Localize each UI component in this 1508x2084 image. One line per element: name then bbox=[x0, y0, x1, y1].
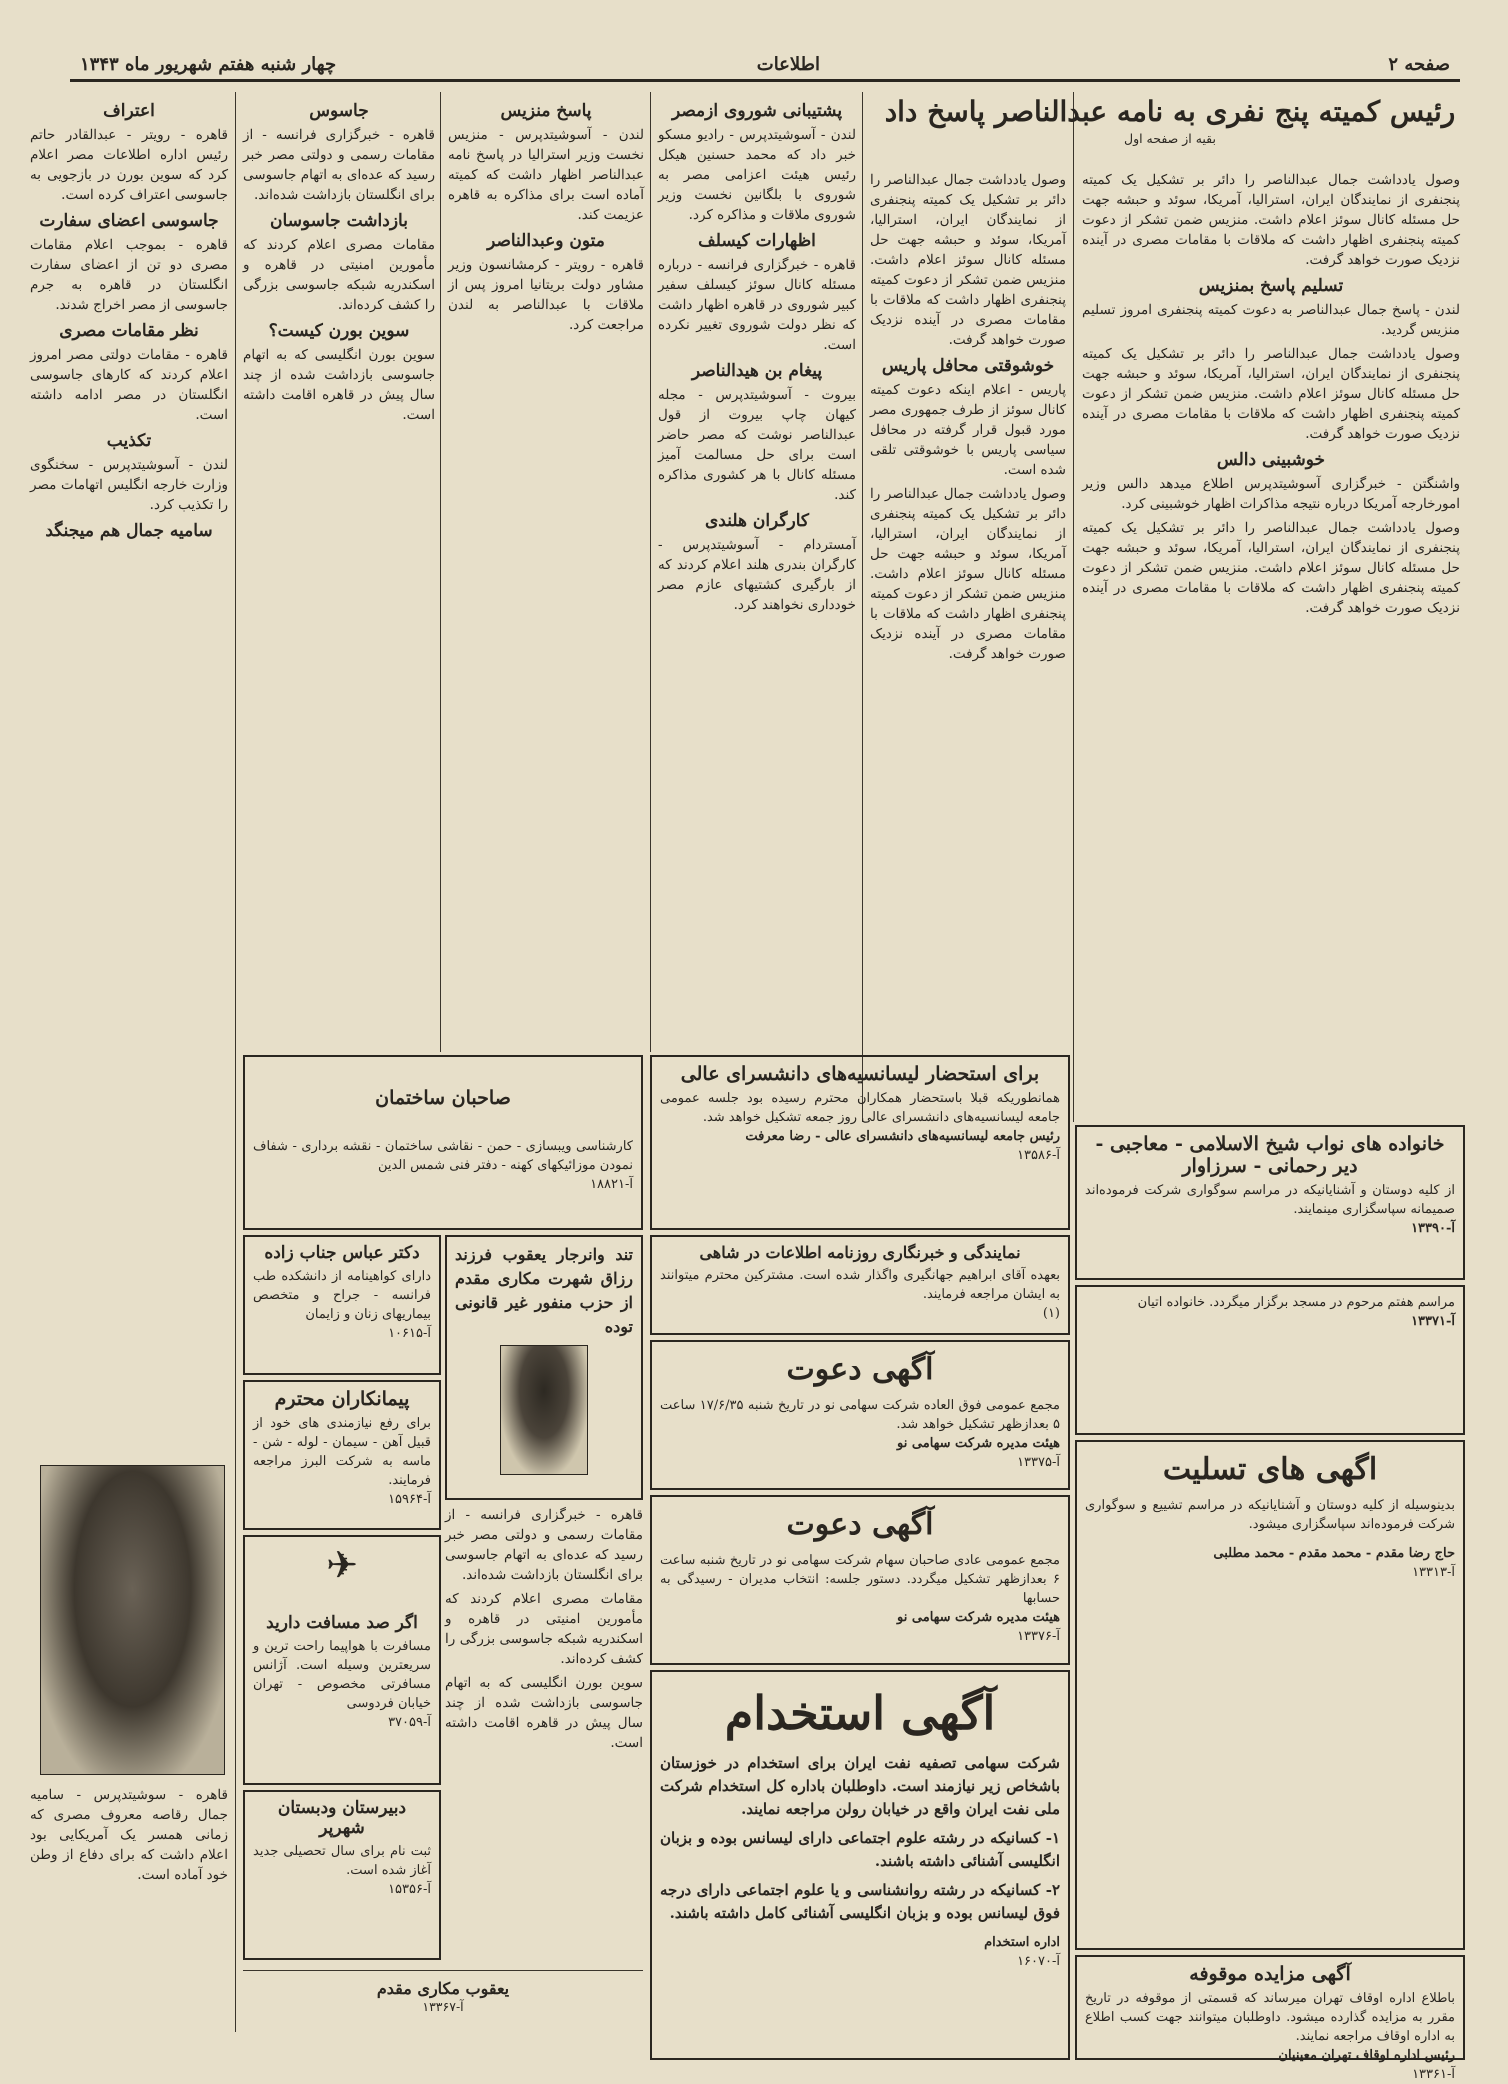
invitation-ad-2: آگهی دعوت مجمع عمومی عادی صاحبان سهام شرکت سهامی نو در تاریخ شنبه ساعت ۶ بعدازظهر تشکیل میگردد. دستور جلسه: انتخاب مدیران - رسیدگی به حسابها هیئت مدیره شرکت سهامی نو آ-۱۳۳۷۶ bbox=[650, 1495, 1070, 1665]
building-owners-ad: صاحبان ساختمان کارشناسی ویبسازی - حمن - نقاشی ساختمان - نقشه برداری - شفاف نمودن موزائیکهای کهنه - دفتر فنی شمس الدین آ-۱۸۸۲۱ bbox=[243, 1055, 643, 1230]
section-text: لندن - آسوشیتدپرس - رادیو مسکو خبر داد که محمد حسنین هیکل رئیس هیئت اعزامی مصر به شوروی با بلگانین نخست وزیر شوروی ملاقات و مذاکره کرد. bbox=[658, 127, 856, 223]
school-ad: دبیرستان ودبستان شهرپر ثبت نام برای سال تحصیلی جدید آغاز شده است. آ-۱۵۳۵۶ bbox=[243, 1790, 441, 1960]
section-text: پاریس - اعلام اینکه دعوت کمیته کانال سوئز از طرف جمهوری مصر مورد قبول قرار گرفته در محافل سیاسی پاریس با خوشوقتی تلقی شده است. bbox=[870, 382, 1066, 478]
section-heading: بازداشت جاسوسان bbox=[270, 211, 408, 231]
lead-article bbox=[880, 95, 1460, 154]
column-soviet bbox=[658, 95, 856, 1045]
auction-ad: آگهی مزایده موقوفه باطلاع اداره اوقاف تهران میرساند که قسمتی از موقوفه در تاریخ مقرر به مزایده گذارده میشود. داوطلبان میتوانند جهت کسب اطلاع به اداره اوقاف مراجعه نمایند. رئیس اداره اوقاف تهران معینیان آ-۱۳۳۶۱ bbox=[1075, 1955, 1465, 2060]
column-lead-left bbox=[870, 170, 1066, 1070]
section-heading: جاسوسی اعضای سفارت bbox=[39, 211, 219, 231]
section-text: قاهره - رویتر - عبدالقادر حاتم رئیس اداره اطلاعات مصر اعلام کرد که سوین بورن در بازجویی به جاسوسی اعتراف کرده است. bbox=[30, 127, 228, 203]
date-line: چهار شنبه هفتم شهریور ماه ۱۳۴۳ bbox=[80, 54, 337, 75]
section-heading: اظهارات کیسلف bbox=[698, 231, 816, 251]
section-heading: جاسوس bbox=[309, 101, 369, 121]
section-text: قاهره - خبرگزاری فرانسه - درباره مسئله کانال سوئز کیسلف سفیر کبیر شوروی در قاهره اظهار داشت که نظر دولت شوروی تغییر نکرده است. bbox=[658, 257, 856, 353]
section-heading: خوشوقتی محافل پاریس bbox=[881, 356, 1055, 376]
lead-subtitle: بقیه از صفحه اول bbox=[1123, 131, 1216, 146]
section-text: سوین بورن انگلیسی که به اتهام جاسوسی بازداشت شده از چند سال پیش در قاهره اقامت داشته است. bbox=[243, 347, 435, 423]
lead-body: وصول یادداشت جمال عبدالناصر را دائر بر تشکیل یک کمیته پنجنفری از نمایندگان ایران، استرالیا، آمریکا، سوئد و حبشه جهت حل مسئله کانال سوئز اعلام داشت. منزیس ضمن تشکر از دعوت کمیته پنجنفری اظهار داشت که ملاقات با مقامات مصری در آینده نزدیک صورت خواهد گرفت. bbox=[1082, 172, 1460, 268]
samia-gamal-photo bbox=[40, 1465, 225, 1775]
section-text: لندن - پاسخ جمال عبدالناصر به دعوت کمیته پنجنفری امروز تسلیم منزیس گردید. bbox=[1082, 302, 1460, 338]
reporter-notice: نمایندگی و خبرنگاری روزنامه اطلاعات در شاهی بعهده آقای ابراهیم جهانگیری واگذار شده است. مشترکین محترم میتوانند به ایشان مراجعه فرمایند. (۱) bbox=[650, 1235, 1070, 1335]
portrait-photo bbox=[500, 1345, 588, 1475]
doctor-ad: دکتر عباس جناب زاده دارای کواهینامه از دانشکده طب فرانسه - جراح و متخصص بیماریهای زنان و زایمان آ-۱۰۶۱۵ bbox=[243, 1235, 441, 1375]
section-text: واشنگتن - خبرگزاری آسوشیتدپرس اطلاع میدهد دالس وزیر امورخارجه آمریکا درباره نتیجه مذاکرات اظهار خوشبینی کرد. bbox=[1082, 476, 1460, 512]
column-menzies bbox=[448, 95, 644, 1045]
section-text: قاهره - خبرگزاری فرانسه - از مقامات رسمی و دولتی مصر خبر رسید که عده‌ای به اتهام جاسوسی برای انگلستان بازداشت شده‌اند. bbox=[243, 127, 435, 203]
condolence-ads: اگهی های تسلیت بدینوسیله از کلیه دوستان و آشنایانیکه در مراسم تشییع و سوگواری شرکت فرموده‌اند سپاسگزاری میشود. حاج رضا مقدم - محمد مقدم - محمد مطلبی آ-۱۳۳۱۳ bbox=[1075, 1440, 1465, 1950]
invitation-ad-1: آگهی دعوت مجمع عمومی فوق العاده شرکت سهامی نو در تاریخ شنبه ۱۷/۶/۳۵ ساعت ۵ بعدازظهر تشکیل خواهد شد. هیئت مدیره شرکت سهامی نو آ-۱۳۳۷۵ bbox=[650, 1340, 1070, 1490]
section-text: آمستردام - آسوشیتدپرس - کارگران بندری هلند اعلام کردند که از بارگیری کشتیهای عازم مصر خودداری نخواهند کرد. bbox=[658, 537, 856, 613]
column-confession bbox=[30, 95, 228, 1455]
section-text: لندن - آسوشیتدپرس - سخنگوی وزارت خارجه انگلیس اتهامات مصر را تکذیب کرد. bbox=[30, 457, 228, 513]
photo-caption: سامیه جمال هم میجنگد bbox=[45, 521, 213, 541]
page-header bbox=[70, 52, 1460, 82]
section-text: قاهره - رویتر - کرمشانسون وزیر مشاور دولت بریتانیا امروز پس از ملاقات با عبدالناصر به لندن مراجعت کرد. bbox=[448, 257, 644, 333]
section-heading: نظر مقامات مصری bbox=[59, 321, 199, 341]
lead-headline: رئیس کمیته پنج نفری به نامه عبدالناصر پاسخ داد bbox=[884, 95, 1456, 128]
newspaper-name: اطلاعات bbox=[756, 54, 820, 75]
section-text: وصول یادداشت جمال عبدالناصر را دائر بر تشکیل یک کمیته پنجنفری از نمایندگان ایران، استرالیا، آمریکا، سوئد و حبشه جهت حل مسئله کانال سوئز اعلام داشت. منزیس ضمن تشکر از دعوت کمیته پنجنفری اظهار داشت که ملاقات با مقامات مصری در آینده نزدیک صورت خواهد گرفت. bbox=[870, 172, 1066, 348]
section-text: قاهره - مقامات دولتی مصر امروز اعلام کردند که کارهای جاسوسی انگلستان در مصر ادامه داشته است. bbox=[30, 347, 228, 423]
column-lead-right bbox=[1082, 170, 1460, 1070]
section-text: لندن - آسوشیتدپرس - منزیس نخست وزیر استرالیا در پاسخ نامه عبدالناصر اظهار داشت که کمیته آماده است برای مذاکره به قاهره عزیمت کند. bbox=[448, 127, 644, 223]
tond-ad: تند وانرجار یعقوب فرزند رزاق شهرت مکاری مقدم از حزب منفور غیر قانونی توده bbox=[445, 1235, 643, 1500]
section-heading: پشتیبانی شوروی ازمصر bbox=[671, 101, 843, 121]
section-heading: سوین بورن کیست؟ bbox=[268, 321, 410, 341]
column-spies bbox=[243, 95, 435, 1045]
mokari-footer: یعقوب مکاری مقدم آ-۱۳۳۶۷ bbox=[243, 1970, 643, 2040]
section-text: مقامات مصری اعلام کردند که مأمورین امنیتی در قاهره و اسکندریه شبکه جاسوسی بزرگی را کشف کرده‌اند. bbox=[243, 237, 435, 313]
family-notice: خانواده های نواب شیخ الاسلامی - معاجبی - دیر رحمانی - سرزاوار از کلیه دوستان و آشنایانیکه در مراسم سوگواری شرکت فرموده‌اند صمیمانه سپاسگزاری مینمایند. آ-۱۳۳۹۰ bbox=[1075, 1125, 1465, 1280]
section-heading: تسلیم پاسخ بمنزیس bbox=[1198, 276, 1344, 296]
section-heading: پاسخ منزیس bbox=[500, 101, 592, 121]
section-text: قاهره - بموجب اعلام مقامات مصری دو تن از اعضای سفارت انگلستان در قاهره به جرم جاسوسی از مصر اخراج شدند. bbox=[30, 237, 228, 313]
photo-story: قاهره - سوشیتدپرس - سامیه جمال رقاصه معروف مصری که زمانی همسر یک آمریکایی بود اعلام داشت که برای دفاع از وطن خود آماده است. bbox=[30, 1787, 228, 1883]
tond-story: قاهره - خبرگزاری فرانسه - از مقامات رسمی و دولتی مصر خبر رسید که عده‌ای به اتهام جاسوسی برای انگلستان بازداشت شده‌اند. مقامات مصری اعلام کردند که مأمورین امنیتی در قاهره و اسکندریه شبکه جاسوسی بزرگی را کشف کرده‌اند. سوین بورن انگلیسی که به اتهام جاسوسی بازداشت شده از چند سال پیش در قاهره اقامت داشته است. bbox=[445, 1507, 643, 1751]
section-heading: پیغام بن هیدالناصر bbox=[691, 361, 823, 381]
section-heading: تکذیب bbox=[106, 431, 152, 451]
etiyan-notice: مراسم هفتم مرحوم در مسجد برگزار میگردد. خانواده اتیان آ-۱۳۳۷۱ bbox=[1075, 1285, 1465, 1435]
section-text: بیروت - آسوشیتدپرس - مجله کیهان چاپ بیروت از قول عبدالناصر نوشت که مصر حاضر است برای حل مسالمت آمیز مسئله کانال با هر کشوری مذاکره کند. bbox=[658, 387, 856, 503]
contractors-ad: پیمانکاران محترم برای رفع نیازمندی های خود از قبیل آهن - سیمان - لوله - شن - ماسه به شرکت البرز مراجعه فرمایند. آ-۱۵۹۶۴ bbox=[243, 1380, 441, 1530]
section-heading: متون وعبدالناصر bbox=[487, 231, 605, 251]
travel-ad: ✈ اگر صد مسافت دارید مسافرت با هواپیما راحت ترین و سریعترین وسیله است. آژانس مسافرتی مخصوص - تهران خیابان فردوسی آ-۳۷۰۵۹ bbox=[243, 1535, 441, 1785]
section-text: وصول یادداشت جمال عبدالناصر را دائر بر تشکیل یک کمیته پنجنفری از نمایندگان ایران، استرالیا، آمریکا، سوئد و حبشه جهت حل مسئله کانال سوئز اعلام داشت. منزیس ضمن تشکر از دعوت کمیته پنجنفری اظهار داشت که ملاقات با مقامات مصری در آینده نزدیک صورت خواهد گرفت. bbox=[1082, 346, 1460, 442]
logo-icon: ✈ bbox=[326, 1543, 358, 1587]
section-text: وصول یادداشت جمال عبدالناصر را دائر بر تشکیل یک کمیته پنجنفری از نمایندگان ایران، استرالیا، آمریکا، سوئد و حبشه جهت حل مسئله کانال سوئز اعلام داشت. منزیس ضمن تشکر از دعوت کمیته پنجنفری اظهار داشت که ملاقات با مقامات مصری در آینده نزدیک صورت خواهد گرفت. bbox=[870, 486, 1066, 662]
university-notice: برای استحضار لیسانسیه‌های دانشسرای عالی همانطوریکه قبلا باستحضار همکاران محترم رسیده بود جلسه عمومی جامعه لیسانسیه‌های دانشسرای عالی روز جمعه تشکیل خواهد شد. رئیس جامعه لیسانسیه‌های دانشسرای عالی - رضا معرفت آ-۱۳۵۸۶ bbox=[650, 1055, 1070, 1230]
page-number: صفحه ۲ bbox=[1388, 54, 1450, 75]
employment-ad: آگهی استخدام شرکت سهامی تصفیه نفت ایران برای استخدام در خوزستان باشخاص زیر نیازمند است. داوطلبان باداره کل استخدام شرکت ملی نفت ایران واقع در خیابان رولن مراجعه نمایند. ۱- کسانیکه در رشته علوم اجتماعی دارای لیسانس بوده و بزبان انگلیسی آشنائی داشته باشند. ۲- کسانیکه در رشته روانشناسی و یا علوم اجتماعی دارای درجه فوق لیسانس بوده و بزبان انگلیسی آشنائی کامل داشته باشند. اداره استخدام آ-۱۶۰۷۰ bbox=[650, 1670, 1070, 2060]
section-text: وصول یادداشت جمال عبدالناصر را دائر بر تشکیل یک کمیته پنجنفری از نمایندگان ایران، استرالیا، آمریکا، سوئد و حبشه جهت حل مسئله کانال سوئز اعلام داشت. منزیس ضمن تشکر از دعوت کمیته پنجنفری اظهار داشت که ملاقات با مقامات مصری در آینده نزدیک صورت خواهد گرفت. bbox=[1082, 520, 1460, 616]
section-heading: اعتراف bbox=[103, 101, 155, 121]
section-heading: کارگران هلندی bbox=[704, 511, 810, 531]
section-heading: خوشبینی دالس bbox=[1216, 450, 1326, 470]
